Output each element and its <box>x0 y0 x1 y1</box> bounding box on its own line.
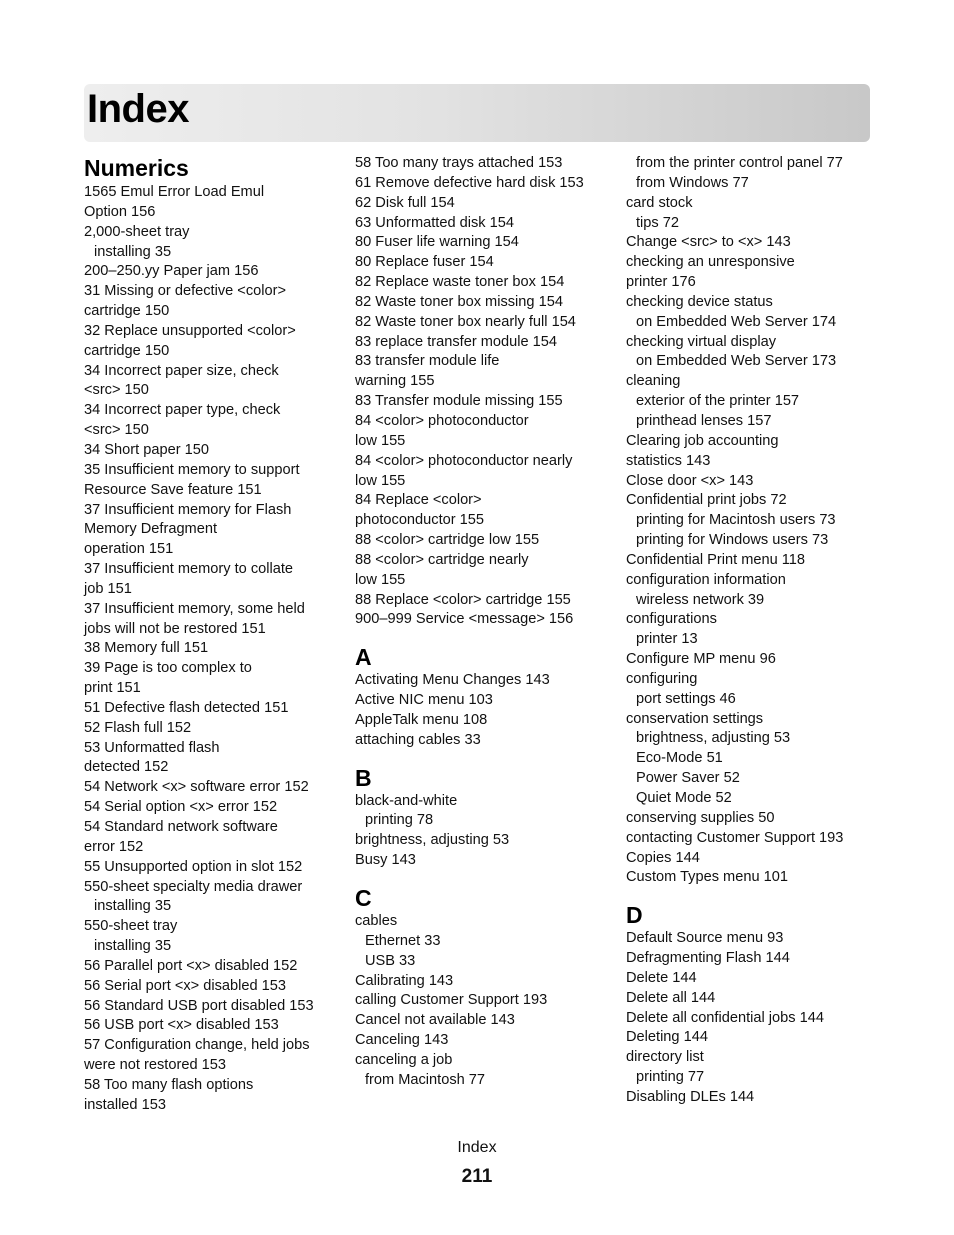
title-bar <box>84 84 870 142</box>
index-subentry: printing 78 <box>365 812 434 829</box>
index-entry: brightness, adjusting 53 <box>355 832 510 849</box>
index-entry: Activating Menu Changes 143 <box>355 672 550 689</box>
index-subentry: Power Saver 52 <box>636 770 740 787</box>
index-entry: 83 replace transfer module 154 <box>355 333 558 350</box>
index-subentry: from Windows 77 <box>636 174 749 191</box>
index-entry: 53 Unformatted flash <box>84 739 220 756</box>
index-entry: Canceling 143 <box>355 1032 449 1049</box>
index-entry: 56 Standard USB port disabled 153 <box>84 997 314 1014</box>
index-subentry: exterior of the printer 157 <box>636 393 800 410</box>
index-entry: directory list <box>626 1049 704 1066</box>
index-entry: black-and-white <box>355 792 458 809</box>
index-entry: 37 Insufficient memory for Flash <box>84 501 292 518</box>
index-entry: error 152 <box>84 838 144 855</box>
index-subentry: on Embedded Web Server 174 <box>636 313 837 330</box>
index-entry: Resource Save feature 151 <box>84 481 262 498</box>
index-entry: checking an unresponsive <box>626 254 795 271</box>
index-entry: contacting Customer Support 193 <box>626 829 844 846</box>
section-heading: Numerics <box>84 155 189 181</box>
index-entry: Delete all 144 <box>626 989 716 1006</box>
index-entry: 83 Transfer module missing 155 <box>355 393 563 410</box>
index-entry: 58 Too many flash options <box>84 1076 254 1093</box>
index-entry: canceling a job <box>355 1051 453 1068</box>
index-subentry: port settings 46 <box>636 690 736 707</box>
index-entry: Delete all confidential jobs 144 <box>626 1009 824 1026</box>
index-entry: checking virtual display <box>626 333 777 350</box>
index-entry: cartridge 150 <box>84 303 170 320</box>
index-entry: 84 Replace <color> <box>355 492 482 509</box>
section-heading: B <box>355 764 372 791</box>
index-entry: 61 Remove defective hard disk 153 <box>355 174 584 191</box>
index-subentry: installing 35 <box>94 243 172 260</box>
index-entry: Close door <x> 143 <box>626 472 754 489</box>
index-entry: 57 Configuration change, held jobs <box>84 1037 310 1054</box>
section-heading: A <box>355 644 372 671</box>
index-subentry: printing for Macintosh users 73 <box>636 512 836 529</box>
index-entry: Cancel not available 143 <box>355 1012 515 1029</box>
index-entry: Custom Types menu 101 <box>626 869 788 886</box>
index-subentry: printhead lenses 157 <box>636 412 772 429</box>
index-entry: Disabling DLEs 144 <box>626 1088 755 1105</box>
index-entry: 82 Waste toner box missing 154 <box>355 293 563 310</box>
index-entry: 56 USB port <x> disabled 153 <box>84 1017 279 1034</box>
index-entry: calling Customer Support 193 <box>355 992 548 1009</box>
index-subentry: installing 35 <box>94 898 172 915</box>
index-subentry: Quiet Mode 52 <box>636 790 732 806</box>
index-entry: Copies 144 <box>626 849 700 866</box>
index-entry: warning 155 <box>355 373 435 390</box>
index-entry: Change <src> to <x> 143 <box>626 234 791 251</box>
index-entry: cleaning <box>626 373 681 390</box>
index-entry: low 155 <box>355 432 406 449</box>
index-entry: card stock <box>626 194 693 211</box>
index-entry: 82 Waste toner box nearly full 154 <box>355 313 576 330</box>
index-entry: Delete 144 <box>626 969 697 986</box>
index-entry: Confidential print jobs 72 <box>626 492 787 509</box>
index-entry: AppleTalk menu 108 <box>355 711 488 728</box>
index-entry: Defragmenting Flash 144 <box>626 950 790 967</box>
index-subentry: from the printer control panel 77 <box>636 155 843 171</box>
page-number: 211 <box>461 1166 493 1187</box>
index-subentry: printer 13 <box>636 631 698 648</box>
index-entry: low 155 <box>355 472 406 489</box>
index-entry: Configure MP menu 96 <box>626 651 776 668</box>
index-entry: printer 176 <box>626 274 696 291</box>
index-entry: Deleting 144 <box>626 1029 708 1046</box>
index-entry: 34 Incorrect paper type, check <box>84 402 281 419</box>
index-column-3 <box>626 154 876 1108</box>
index-entry: checking device status <box>626 293 773 310</box>
index-column-2 <box>355 154 617 1091</box>
index-subentry: from Macintosh 77 <box>365 1071 486 1088</box>
index-subentry: tips 72 <box>636 214 679 231</box>
index-entry: 84 <color> photoconductor nearly <box>355 452 573 469</box>
index-entry: <src> 150 <box>84 422 149 439</box>
index-entry: conserving supplies 50 <box>626 809 775 826</box>
index-entry: 80 Replace fuser 154 <box>355 254 494 271</box>
index-entry: 88 Replace <color> cartridge 155 <box>355 591 571 608</box>
index-entry: 56 Serial port <x> disabled 153 <box>84 977 287 994</box>
index-subentry: Ethernet 33 <box>365 932 441 949</box>
index-entry: conservation settings <box>626 710 764 727</box>
index-entry: 39 Page is too complex to <box>84 660 252 677</box>
index-entry: 900–999 Service <message> 156 <box>355 611 574 628</box>
index-entry: Busy 143 <box>355 852 416 869</box>
index-entry: 84 <color> photoconductor <box>355 412 529 429</box>
index-entry: operation 151 <box>84 541 174 558</box>
index-entry: 37 Insufficient memory, some held <box>84 600 305 617</box>
index-entry: configuring <box>626 670 698 687</box>
index-entry: 54 Serial option <x> error 152 <box>84 799 278 816</box>
index-entry: detected 152 <box>84 759 169 776</box>
index-entry: job 151 <box>84 580 132 597</box>
index-entry: 54 Standard network software <box>84 819 278 835</box>
index-entry: 34 Short paper 150 <box>84 441 209 458</box>
index-entry: 80 Fuser life warning 154 <box>355 234 519 251</box>
index-entry: 37 Insufficient memory to collate <box>84 561 294 578</box>
index-entry: <src> 150 <box>84 382 149 399</box>
index-subentry: wireless network 39 <box>636 591 765 608</box>
index-entry: Calibrating 143 <box>355 972 454 989</box>
index-entry: Confidential Print menu 118 <box>626 551 806 568</box>
index-entry: statistics 143 <box>626 452 711 469</box>
index-entry: configuration information <box>626 571 786 588</box>
index-entry: 2,000-sheet tray <box>84 223 190 240</box>
index-subentry: printing for Windows users 73 <box>636 532 829 549</box>
index-entry: 32 Replace unsupported <color> <box>84 322 296 339</box>
index-entry: 56 Parallel port <x> disabled 152 <box>84 957 298 974</box>
index-subentry: USB 33 <box>365 952 416 969</box>
index-entry: 38 Memory full 151 <box>84 640 209 657</box>
index-subentry: printing 77 <box>636 1069 705 1086</box>
index-entry: low 155 <box>355 571 406 588</box>
index-entry: 88 <color> cartridge low 155 <box>355 532 540 549</box>
index-entry: 54 Network <x> software error 152 <box>84 779 309 796</box>
index-entry: 82 Replace waste toner box 154 <box>355 274 565 291</box>
index-entry: Active NIC menu 103 <box>355 692 493 709</box>
index-subentry: installing 35 <box>94 938 172 955</box>
index-entry: were not restored 153 <box>84 1057 226 1074</box>
index-entry: cables <box>355 913 398 929</box>
index-entry: 550-sheet specialty media drawer <box>84 878 303 895</box>
section-heading: C <box>355 885 372 911</box>
section-heading: D <box>626 902 643 929</box>
index-entry: print 151 <box>84 680 141 697</box>
index-entry: configurations <box>626 611 717 628</box>
index-entry: 52 Flash full 152 <box>84 719 192 736</box>
index-entry: Memory Defragment <box>84 521 218 538</box>
index-entry: 31 Missing or defective <color> <box>84 283 286 300</box>
index-entry: Default Source menu 93 <box>626 930 784 947</box>
index-subentry: Eco-Mode 51 <box>636 750 723 767</box>
index-column-1 <box>84 154 346 1116</box>
index-entry: 51 Defective flash detected 151 <box>84 699 289 716</box>
index-entry: 550-sheet tray <box>84 918 178 935</box>
index-subentry: brightness, adjusting 53 <box>636 730 791 747</box>
index-entry: Clearing job accounting <box>626 432 779 449</box>
page-title: Index <box>87 87 189 131</box>
index-entry: 34 Incorrect paper size, check <box>84 362 279 379</box>
index-entry: 63 Unformatted disk 154 <box>355 214 514 231</box>
index-entry: 83 transfer module life <box>355 353 500 370</box>
index-entry: 1565 Emul Error Load Emul <box>84 184 265 200</box>
index-entry: installed 153 <box>84 1096 166 1113</box>
index-entry: Option 156 <box>84 203 156 220</box>
index-subentry: on Embedded Web Server 173 <box>636 353 837 370</box>
index-entry: 35 Insufficient memory to support <box>84 461 300 478</box>
index-entry: 88 <color> cartridge nearly <box>355 551 529 568</box>
footer-section-label: Index <box>457 1139 497 1156</box>
index-entry: 55 Unsupported option in slot 152 <box>84 858 303 875</box>
index-entry: 200–250.yy Paper jam 156 <box>84 263 259 280</box>
index-entry: cartridge 150 <box>84 342 170 359</box>
index-entry: 62 Disk full 154 <box>355 194 455 211</box>
index-entry: 58 Too many trays attached 153 <box>355 155 563 171</box>
index-entry: jobs will not be restored 151 <box>84 620 266 637</box>
index-entry: attaching cables 33 <box>355 731 481 748</box>
index-entry: photoconductor 155 <box>355 512 485 529</box>
